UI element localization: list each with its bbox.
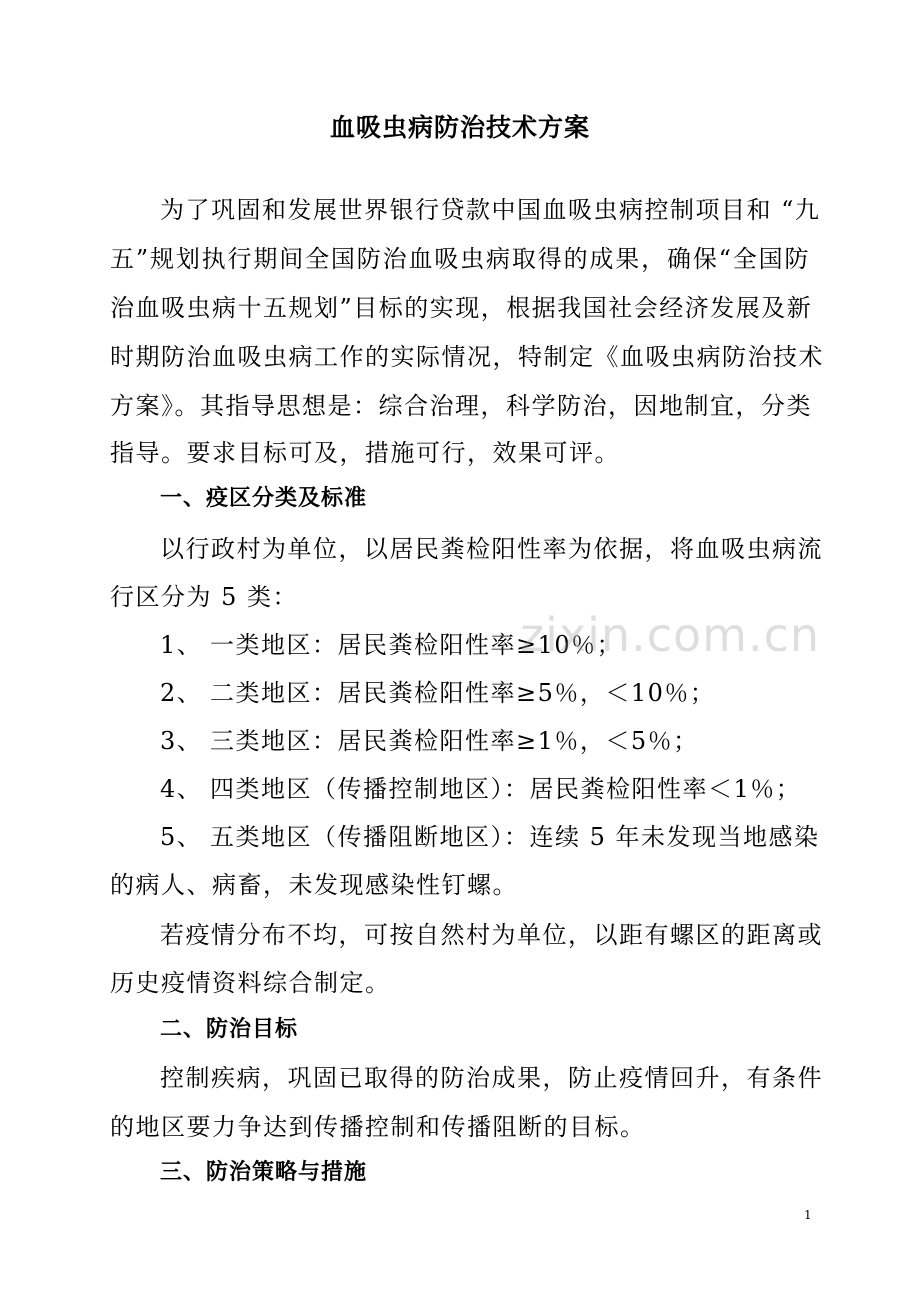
intro-line: 指导。要求目标可及，措施可行，效果可评。 — [110, 439, 620, 467]
intro-line: 治血吸虫病十五规划”目标的实现，根据我国社会经济发展及新 — [110, 294, 813, 322]
section-heading-2: 二、防治目标 — [160, 1017, 299, 1042]
intro-line: 五”规划执行期间全国防治血吸虫病取得的成果，确保“全国防 — [110, 245, 810, 273]
list-item — [160, 820, 820, 854]
list-item-number: 5、 — [160, 823, 203, 851]
list-item-continuation: 的病人、病畜，未发现感染性钉螺。 — [110, 871, 518, 899]
section2-line: 的地区要力争达到传播控制和传播阻断的目标。 — [110, 1113, 646, 1141]
list-item-text: 二类地区：居民粪检阳性率≥5％，＜10％； — [210, 679, 716, 707]
section1-line: 以行政村为单位，以居民粪检阳性率为依据，将血吸虫病流 — [160, 535, 823, 563]
list-item-text: 一类地区：居民粪检阳性率≥10％； — [210, 631, 623, 659]
list-item-number: 2、 — [160, 679, 203, 707]
section-heading-1: 一、疫区分类及标准 — [160, 486, 368, 511]
list-item-text: 三类地区：居民粪检阳性率≥1％，＜5％； — [210, 727, 699, 755]
list-item — [160, 772, 860, 806]
intro-line: 方案》。其指导思想是：综合治理，科学防治，因地制宜，分类 — [110, 392, 812, 420]
section1-line: 行区分为 5 类： — [110, 583, 299, 611]
section1-note-line: 历史疫情资料综合制定。 — [110, 969, 391, 997]
section2-line: 控制疾病，巩固已取得的防治成果，防止疫情回升，有条件 — [160, 1064, 823, 1092]
list-item-number: 4、 — [160, 775, 203, 803]
list-item-text: 五类地区（传播阻断地区）：连续 5 年未发现当地感染 — [210, 823, 820, 851]
section1-note-line: 若疫情分布不均，可按自然村为单位，以距有螺区的距离或 — [160, 921, 823, 949]
intro-line: 时期防治血吸虫病工作的实际情况，特制定《血吸虫病防治技术 — [110, 343, 824, 371]
list-item-text: 四类地区（传播控制地区）：居民粪检阳性率＜1％； — [210, 775, 802, 803]
watermark: zixin.com.cn — [520, 608, 821, 662]
list-item — [160, 676, 860, 710]
page-number: 1 — [804, 1208, 812, 1222]
intro-line: 为了巩固和发展世界银行贷款中国血吸虫病控制项目和 “九 — [160, 196, 821, 224]
document-title: 血吸虫病防治技术方案 — [329, 113, 590, 142]
section-heading-3: 三、防治策略与措施 — [160, 1160, 368, 1185]
list-item-number: 3、 — [160, 727, 203, 755]
list-item-number: 1、 — [160, 631, 203, 659]
list-item — [160, 724, 860, 758]
